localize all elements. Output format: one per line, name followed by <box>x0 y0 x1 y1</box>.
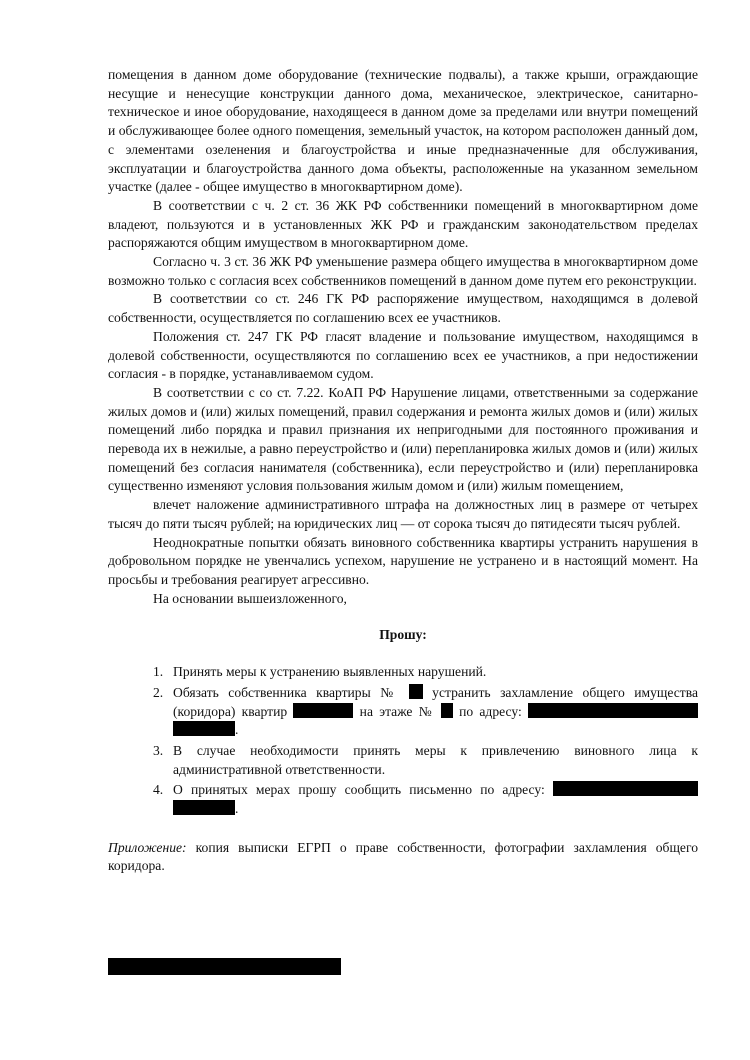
request-title: Прошу: <box>379 627 427 643</box>
request-number: 3. <box>153 742 164 758</box>
appendix-label: Приложение: <box>108 839 187 855</box>
paragraph-article-247: Положения ст. 247 ГК РФ гласят владение и пользование имуществом, находящимся в долевой собственности, осуществляются по соглашению всех ее участников, а при недостижении согласия - в порядке, устанавливаемом судом. <box>108 328 698 382</box>
paragraph-attempts: Неоднократные попытки обязать виновного собственника квартиры устранить нарушения в добровольном порядке не увенчались успехом, нарушение не устранено и в настоящий момент. На просьбы и требования реагирует агрессивно. <box>108 534 698 587</box>
request-item-2 <box>108 684 698 740</box>
request-number: 4. <box>153 782 164 798</box>
appendix <box>108 839 698 876</box>
paragraph-koap-722: В соответствии с со ст. 7.22. КоАП РФ Нарушение лицами, ответственными за содержание жилых домов и (или) жилых помещений, правил содержания и ремонта жилых домов и (или) жилых помещений либо порядка и правил признания их непригодными для постоянного проживания и перевода их в нежилые, а равно переустройство и (или) перепланировка жилых домов и (или) жилых помещений без согласия нанимателя (собственника), если переустройство и (или) перепланировка существенно изменяют условия пользования жилым домом и (или) жилым помещением, <box>108 384 698 494</box>
paragraph-fine: влечет наложение административного штрафа на должностных лиц в размере от четырех тысяч до пяти тысяч рублей; на юридических лиц — от сорока тысяч до пятидесяти тысяч рублей. <box>108 497 698 531</box>
paragraph-basis: На основании вышеизложенного, <box>153 590 347 606</box>
request-list <box>108 663 698 819</box>
paragraph-article-36-part-3: Согласно ч. 3 ст. 36 ЖК РФ уменьшение размера общего имущества в многоквартирном доме возможно только с согласия всех собственников помещений в данном доме путем его реконструкции. <box>108 254 698 288</box>
request-text: Обязать собственника квартиры № <box>173 684 400 700</box>
request-text: . <box>235 801 239 817</box>
redacted-signature <box>108 958 341 975</box>
redacted-apartment-number <box>409 684 423 699</box>
redacted-floor <box>441 703 453 718</box>
redacted-address-continued <box>173 721 235 736</box>
appendix-text: копия выписки ЕГРП о праве собственности, фотографии захламления общего коридора. <box>108 839 698 874</box>
paragraph-article-246: В соответствии со ст. 246 ГК РФ распоряжение имуществом, находящимся в долевой собственности, осуществляется по соглашению всех ее участников. <box>108 291 698 326</box>
paragraph-common-property: помещения в данном доме оборудование (технические подвалы), а также крыши, ограждающие несущие и ненесущие конструкции данного дома, механическое, электрическое, санитарно-техническое и иное оборудование, находящееся в данном доме за пределами или внутри помещений и обслуживающее более одного помещения, земельный участок, на котором расположен данный дом, с элементами озеленения и благоустройства и иные предназначенные для обслуживания, эксплуатации и благоустройства данного дома объекты, расположенные на указанном земельном участке (далее - общее имущество в многоквартирном доме). <box>108 67 698 195</box>
request-number: 1. <box>153 664 164 680</box>
redacted-reply-address-continued <box>173 800 235 815</box>
request-text: Принять меры к устранению выявленных нарушений. <box>173 664 487 680</box>
request-text: на этаже № <box>359 703 435 719</box>
request-item-1 <box>108 663 698 682</box>
redacted-address <box>528 703 698 718</box>
request-number: 2. <box>153 684 164 700</box>
request-text: устранить захламление общего имущества (коридора) квартир <box>173 684 699 719</box>
request-text: О принятых мерах прошу сообщить письменно по адресу: <box>173 782 545 798</box>
redacted-reply-address <box>553 781 698 796</box>
request-text: . <box>235 722 239 738</box>
request-item-3 <box>108 742 698 779</box>
redacted-apartments <box>293 703 353 718</box>
paragraph-article-36-part-2: В соответствии с ч. 2 ст. 36 ЖК РФ собственники помещений в многоквартирном доме владеют, пользуются и в установленных ЖК РФ и гражданским законодательством пределах распоряжаются общим имуществом в многоквартирном доме. <box>108 197 698 251</box>
request-text: по адресу: <box>459 703 522 719</box>
request-item-4 <box>108 781 698 818</box>
document-body <box>108 66 698 876</box>
request-text: В случае необходимости принять меры к привлечению виновного лица к административной ответственности. <box>173 742 698 777</box>
